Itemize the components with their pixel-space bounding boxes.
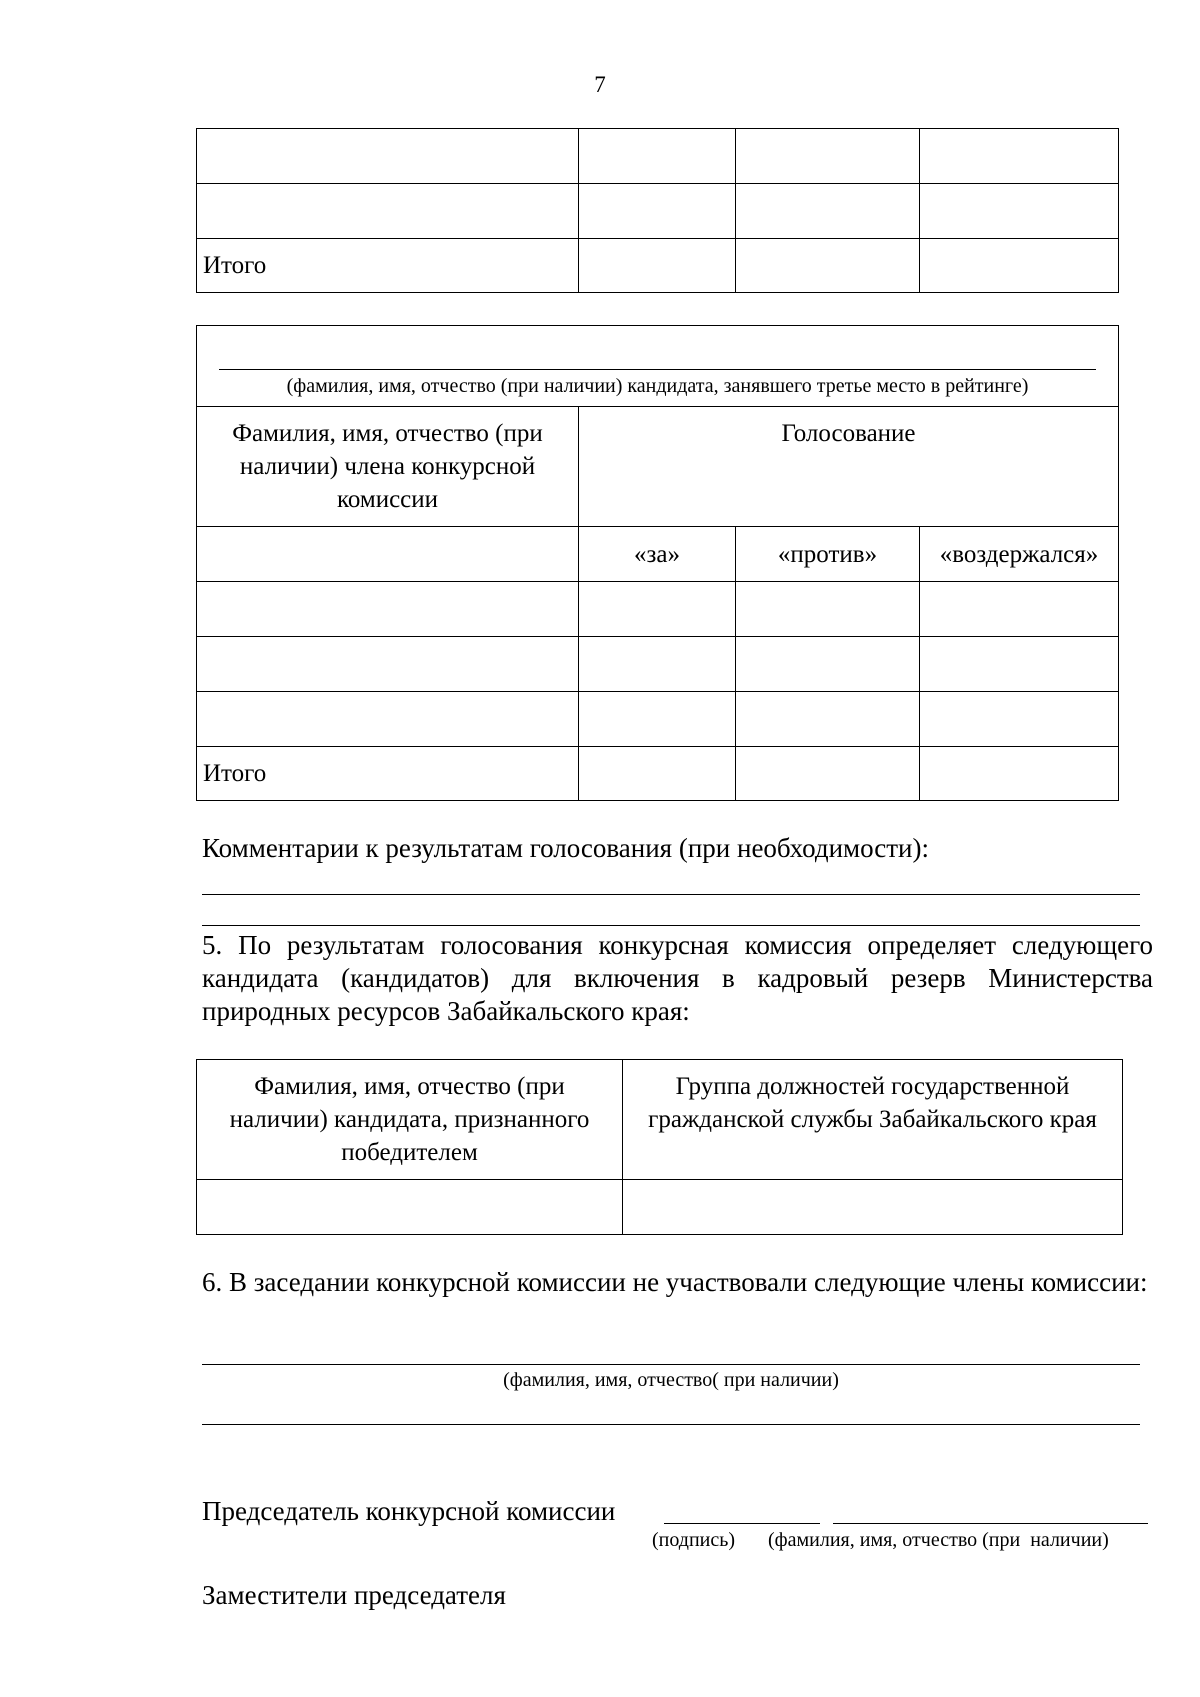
comments-line-1[interactable]	[202, 894, 1140, 895]
vote-abstain-header: «воздержался»	[920, 527, 1119, 582]
table-row	[197, 637, 1119, 692]
total-row	[197, 239, 1119, 293]
comments-line-2[interactable]	[202, 925, 1140, 926]
absent-members-line[interactable]	[202, 1364, 1140, 1365]
table-row	[197, 582, 1119, 637]
vote-for-header: «за»	[579, 527, 736, 582]
page-number: 7	[594, 72, 606, 97]
winners-table	[196, 1059, 1123, 1235]
total-label: Итого	[197, 239, 579, 293]
chairman-label: Председатель конкурсной комиссии	[202, 1496, 616, 1526]
absent-members-caption: (фамилия, имя, отчество( при наличии)	[503, 1369, 839, 1391]
section-5-text: 5. По результатам голосования конкурсная комиссия определяет следующего кандидата (кандидатов) для включения в кадровый резерв Министерства природных ресурсов Забайкальского края:	[202, 930, 1153, 1026]
chairman-signature-line[interactable]	[664, 1523, 820, 1524]
total-row	[197, 747, 1119, 801]
table-row	[197, 692, 1119, 747]
voting-header: Голосование	[579, 407, 1119, 527]
vote-against-header: «против»	[736, 527, 920, 582]
voting-table-continuation	[196, 128, 1119, 293]
absent-members-line-2[interactable]	[202, 1424, 1140, 1425]
table-row	[197, 1180, 1123, 1235]
position-group-header: Группа должностей государственной гражданской службы Забайкальского края	[623, 1060, 1123, 1180]
section-6-text: 6. В заседании конкурсной комиссии не участвовали следующие члены комиссии:	[202, 1267, 1148, 1297]
total-label: Итого	[197, 747, 579, 801]
table-row	[197, 184, 1119, 239]
table-row	[197, 129, 1119, 184]
deputies-label: Заместители председателя	[202, 1580, 506, 1610]
comments-label: Комментарии к результатам голосования (при необходимости):	[202, 833, 929, 863]
candidate-name-field[interactable]	[197, 326, 1119, 407]
candidate-name-caption: (фамилия, имя, отчество (при наличии) кандидата, занявшего третье место в рейтинге)	[219, 369, 1096, 398]
signature-caption: (подпись)	[652, 1529, 736, 1551]
member-name-header: Фамилия, имя, отчество (при наличии) члена конкурсной комиссии	[197, 407, 579, 527]
voting-table-third-place	[196, 325, 1119, 801]
winner-name-header: Фамилия, имя, отчество (при наличии) кандидата, признанного победителем	[197, 1060, 623, 1180]
name-caption: (фамилия, имя, отчество (при наличии)	[768, 1529, 1109, 1551]
chairman-name-line[interactable]	[833, 1523, 1148, 1524]
